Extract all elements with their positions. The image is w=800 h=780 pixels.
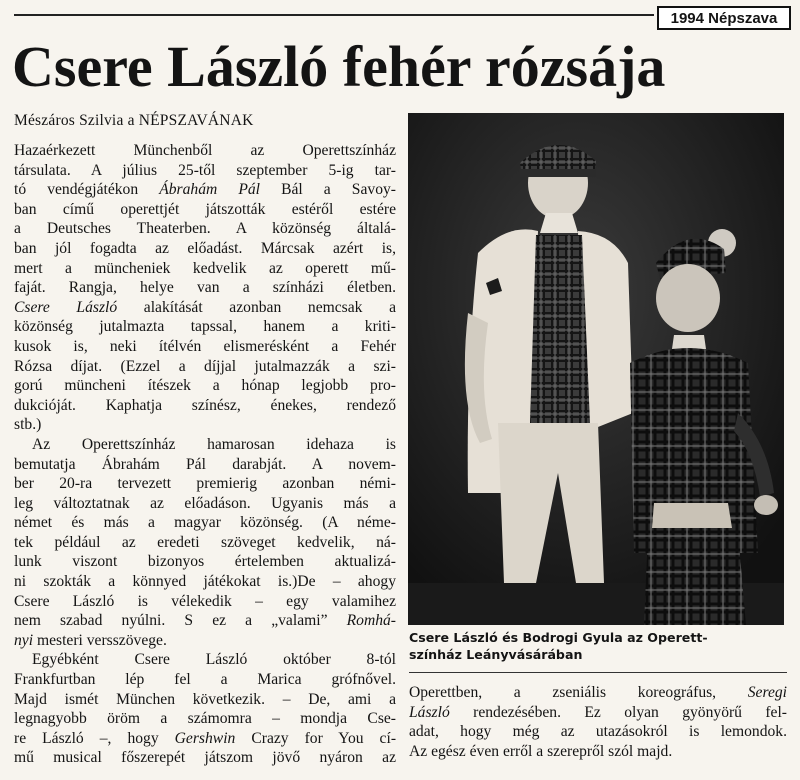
caption-line: színház Leányvásárában [409, 647, 583, 662]
text-line [409, 703, 787, 723]
text-line: Majd ismét München következik. – De, ami a [14, 690, 396, 708]
photo-caption [409, 629, 787, 663]
text-line: közönség jutalmazta tapssal, hanem a kriti- [14, 318, 396, 336]
text-line: Rózsa díjat. (Ezzel a díjjal jutalmazzák a szi- [14, 357, 396, 375]
text-segment: alakítását azonban nemcsak a [117, 298, 396, 316]
text-line: faját. Rangja, helye van a színházi életben. [14, 279, 396, 297]
byline: Mészáros Szilvia a NÉPSZAVÁNAK [14, 112, 254, 129]
text-line [14, 180, 396, 200]
text-line: Frankfurtban lép fel a Marica grófnővel. [14, 671, 396, 689]
stage-photo-illustration [408, 113, 784, 625]
text-segment: mesteri versszövege. [33, 631, 167, 649]
text-line: bemutatja Ábrahám Pál darabját. A novem- [14, 455, 396, 473]
italic-name: nyi [14, 631, 34, 649]
caption-line: Csere László és Bodrogi Gyula az Operett- [409, 630, 708, 645]
caption-rule [409, 672, 787, 673]
text-line: legnagyobb öröm a számomra – mondja Cse- [14, 710, 396, 728]
text-line: tek például az eredeti szöveget kedvelik, ná- [14, 533, 396, 551]
text-line: lunk viszont bizonyos értelemben aktualizá- [14, 553, 396, 571]
text-segment: Bál a Savoy- [260, 181, 396, 199]
text-line: kusok is, neki ítélvén elismerésként a Fehér [14, 337, 396, 355]
italic-name: Ábrahám Pál [159, 181, 260, 199]
text-line: német és más a magyar közönség. (A néme- [14, 514, 396, 532]
text-segment: tó vendégjátékon [14, 181, 139, 199]
text-line: gorú müncheni ítészek a hónap legjobb pro- [14, 377, 396, 395]
text-line: mű musical főszerepét játszom jövő nyáron az [14, 749, 396, 767]
text-line [14, 631, 396, 651]
stage-photo [408, 113, 784, 625]
italic-name: Csere László [14, 298, 118, 316]
text-line: ni szokták a könnyed játékokat is.)De – ahogy [14, 573, 396, 591]
italic-name: Gershwin [174, 729, 236, 747]
text-line [409, 683, 787, 703]
text-line [14, 729, 396, 749]
paragraph-3 [14, 650, 396, 768]
text-line: dukcióját. Kaphatja színész, énekes, rendező [14, 396, 396, 414]
text-line: Egyébként Csere László október 8-tól [32, 651, 396, 669]
paragraph-1 [14, 141, 396, 435]
text-line: Hazaérkezett Münchenből az Operettszínház [14, 142, 396, 159]
text-line: leg változtatnak az előadáson. Ugyanis más a [14, 494, 396, 512]
text-line: Csere László is vélekedik – egy valamihez [14, 592, 396, 610]
text-segment: re László –, hogy [14, 729, 175, 747]
text-line: Az Operettszínház hamarosan idehaza is [32, 435, 396, 453]
text-line: mert a müncheniek kedvelik az operett mű- [14, 259, 396, 277]
text-line: stb.) [14, 416, 42, 434]
text-line [14, 611, 396, 631]
text-segment: Crazy for You cí- [235, 729, 396, 747]
text-segment: nem szabad nyúlni. S ez a „valami” [14, 612, 347, 630]
text-line [14, 298, 396, 318]
text-line: adat, hogy még az utazásokról is lemondok. [409, 723, 787, 741]
text-line: ban című operettjét játszották estéről estére [14, 200, 396, 218]
italic-name: László [409, 703, 450, 721]
text-line: társulata. A július 25-től szeptember 5-ig tar- [14, 161, 396, 179]
headline: Csere László fehér rózsája [12, 34, 666, 99]
italic-name: Romhá- [346, 612, 396, 630]
article-left-column [14, 141, 396, 768]
source-badge: 1994 Népszava [657, 6, 791, 30]
text-line: ban jól fogadta az előadást. Márcsak azért is, [14, 239, 396, 257]
italic-name: Seregi [747, 684, 787, 701]
text-line: ber 20-ra tervezett premierig azonban némi- [14, 475, 396, 493]
top-rule [14, 14, 654, 16]
text-segment: Operettben, a zseniális koreográfus, [409, 684, 748, 701]
article-right-column [409, 683, 787, 761]
text-line: a Deutsches Theaterben. A közönség általá- [14, 220, 396, 238]
text-line: Az egész éven erről a szerepről szól majd. [409, 742, 673, 760]
text-segment: rendezésében. Ez olyan gyönyörű fel- [449, 703, 787, 721]
paragraph-2 [14, 435, 396, 651]
